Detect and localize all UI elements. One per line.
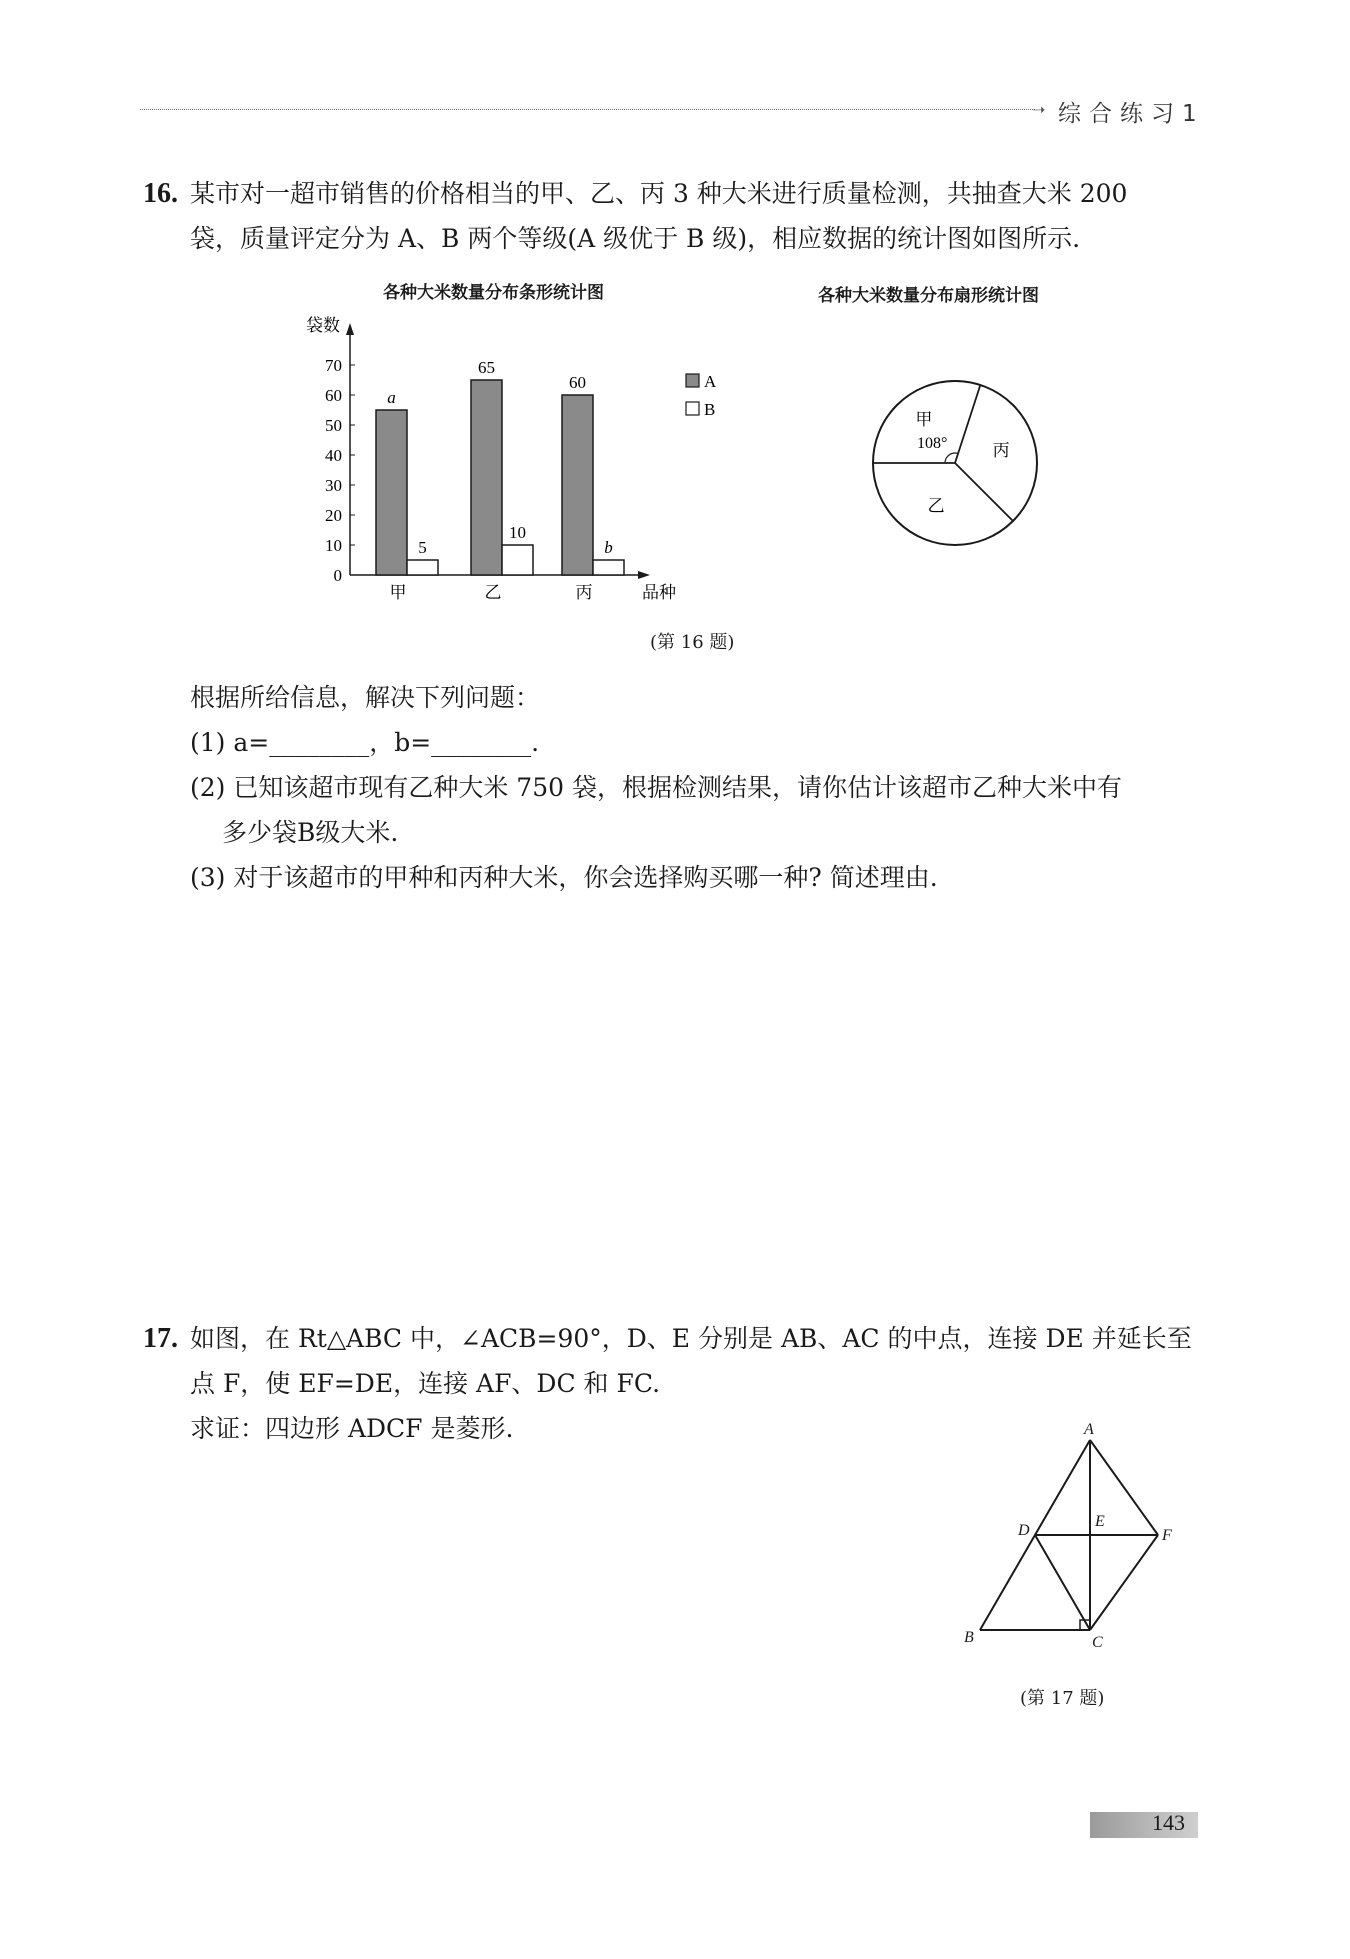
data-label: 10 <box>509 523 526 542</box>
pie-slice-label: 乙 <box>927 496 945 516</box>
point-label-a: A <box>1084 1421 1094 1438</box>
data-label: b <box>604 538 613 557</box>
pie-chart <box>855 365 1055 565</box>
data-label: 60 <box>569 373 586 392</box>
pie-slice-label: 甲 <box>915 409 933 429</box>
pie-radius <box>955 463 1013 521</box>
segment-dc <box>1035 1535 1090 1630</box>
pie-radius <box>955 385 980 463</box>
data-label: 5 <box>418 538 427 557</box>
point-label-c: C <box>1092 1634 1103 1650</box>
q17-number: 17. <box>143 1323 178 1354</box>
y-tick-label: 0 <box>333 566 342 585</box>
q16-sub1: (1) a=________，b=________. <box>190 728 540 757</box>
bar-b <box>407 560 438 575</box>
legend-swatch <box>686 374 699 387</box>
q16-figure-caption: (第 16 题) <box>650 632 735 653</box>
y-tick-label: 40 <box>325 446 342 465</box>
header-rule <box>140 109 1035 110</box>
y-tick-label: 60 <box>325 386 342 405</box>
segment-fc <box>1090 1535 1158 1630</box>
x-axis-label: 品种 <box>642 583 676 602</box>
point-label-e: E <box>1095 1513 1105 1530</box>
y-tick-label: 20 <box>325 506 342 525</box>
legend-swatch <box>686 402 699 415</box>
arrow-right-icon: ➝ <box>1032 100 1046 119</box>
q16-number: 16. <box>143 178 178 209</box>
bar-b <box>502 545 533 575</box>
data-label: 65 <box>478 358 495 377</box>
q16-sub2-line1: (2) 已知该超市现有乙种大米 750 袋，根据检测结果，请你估计该超市乙种大米中有 <box>190 773 1122 802</box>
point-label-d: D <box>1018 1522 1030 1539</box>
q16-sub2-line2: 多少袋B级大米. <box>222 818 399 847</box>
q16-intro-line2: 袋，质量评定分为 A、B 两个等级(A 级优于 B 级)，相应数据的统计图如图所示. <box>190 224 1081 253</box>
data-label: a <box>387 388 396 407</box>
q16-sub3: (3) 对于该超市的甲种和丙种大米，你会选择购买哪一种? 简述理由. <box>190 863 938 892</box>
point-label-b: B <box>964 1629 974 1646</box>
y-tick-label: 30 <box>325 476 342 495</box>
y-tick-label: 10 <box>325 536 342 555</box>
q17-line2: 点 F，使 EF=DE，连接 AF、DC 和 FC. <box>190 1369 661 1398</box>
x-tick-label: 甲 <box>389 583 407 602</box>
x-tick-label: 乙 <box>484 583 502 602</box>
bar-b <box>593 560 624 575</box>
pie-slice-label: 丙 <box>992 440 1010 460</box>
pie-angle-annotation: 108° <box>917 435 948 452</box>
pie-chart-title: 各种大米数量分布扇形统计图 <box>818 286 1039 306</box>
bar-a <box>471 380 502 575</box>
q17-figure-caption: (第 17 题) <box>1020 1688 1105 1709</box>
bar-a <box>376 410 407 575</box>
y-axis-label: 袋数 <box>306 316 340 335</box>
point-label-f: F <box>1162 1527 1172 1544</box>
legend-label: A <box>704 372 717 391</box>
y-axis-arrow-icon <box>346 323 354 335</box>
q16-lead: 根据所给信息，解决下列问题： <box>190 683 541 712</box>
x-tick-label: 丙 <box>575 583 593 602</box>
page-number: 143 <box>1152 1810 1185 1835</box>
y-tick-label: 50 <box>325 416 342 435</box>
legend-label: B <box>704 400 716 419</box>
bar-chart-title: 各种大米数量分布条形统计图 <box>383 283 604 303</box>
q16-intro-line1: 某市对一超市销售的价格相当的甲、乙、丙 3 种大米进行质量检测，共抽查大米 200 <box>190 179 1128 208</box>
bar-a <box>562 395 593 575</box>
geometry-figure <box>950 1420 1190 1650</box>
x-axis-arrow-icon <box>638 571 650 579</box>
q17-line1: 如图，在 Rt△ABC 中，∠ACB=90°，D、E 分别是 AB、AC 的中点，连接 DE 并延长至 <box>190 1324 1192 1353</box>
q17-line3: 求证：四边形 ADCF 是菱形. <box>190 1414 514 1443</box>
section-title: 综合练习1 <box>1058 101 1205 127</box>
bar-chart <box>290 305 730 615</box>
y-tick-label: 70 <box>325 356 342 375</box>
